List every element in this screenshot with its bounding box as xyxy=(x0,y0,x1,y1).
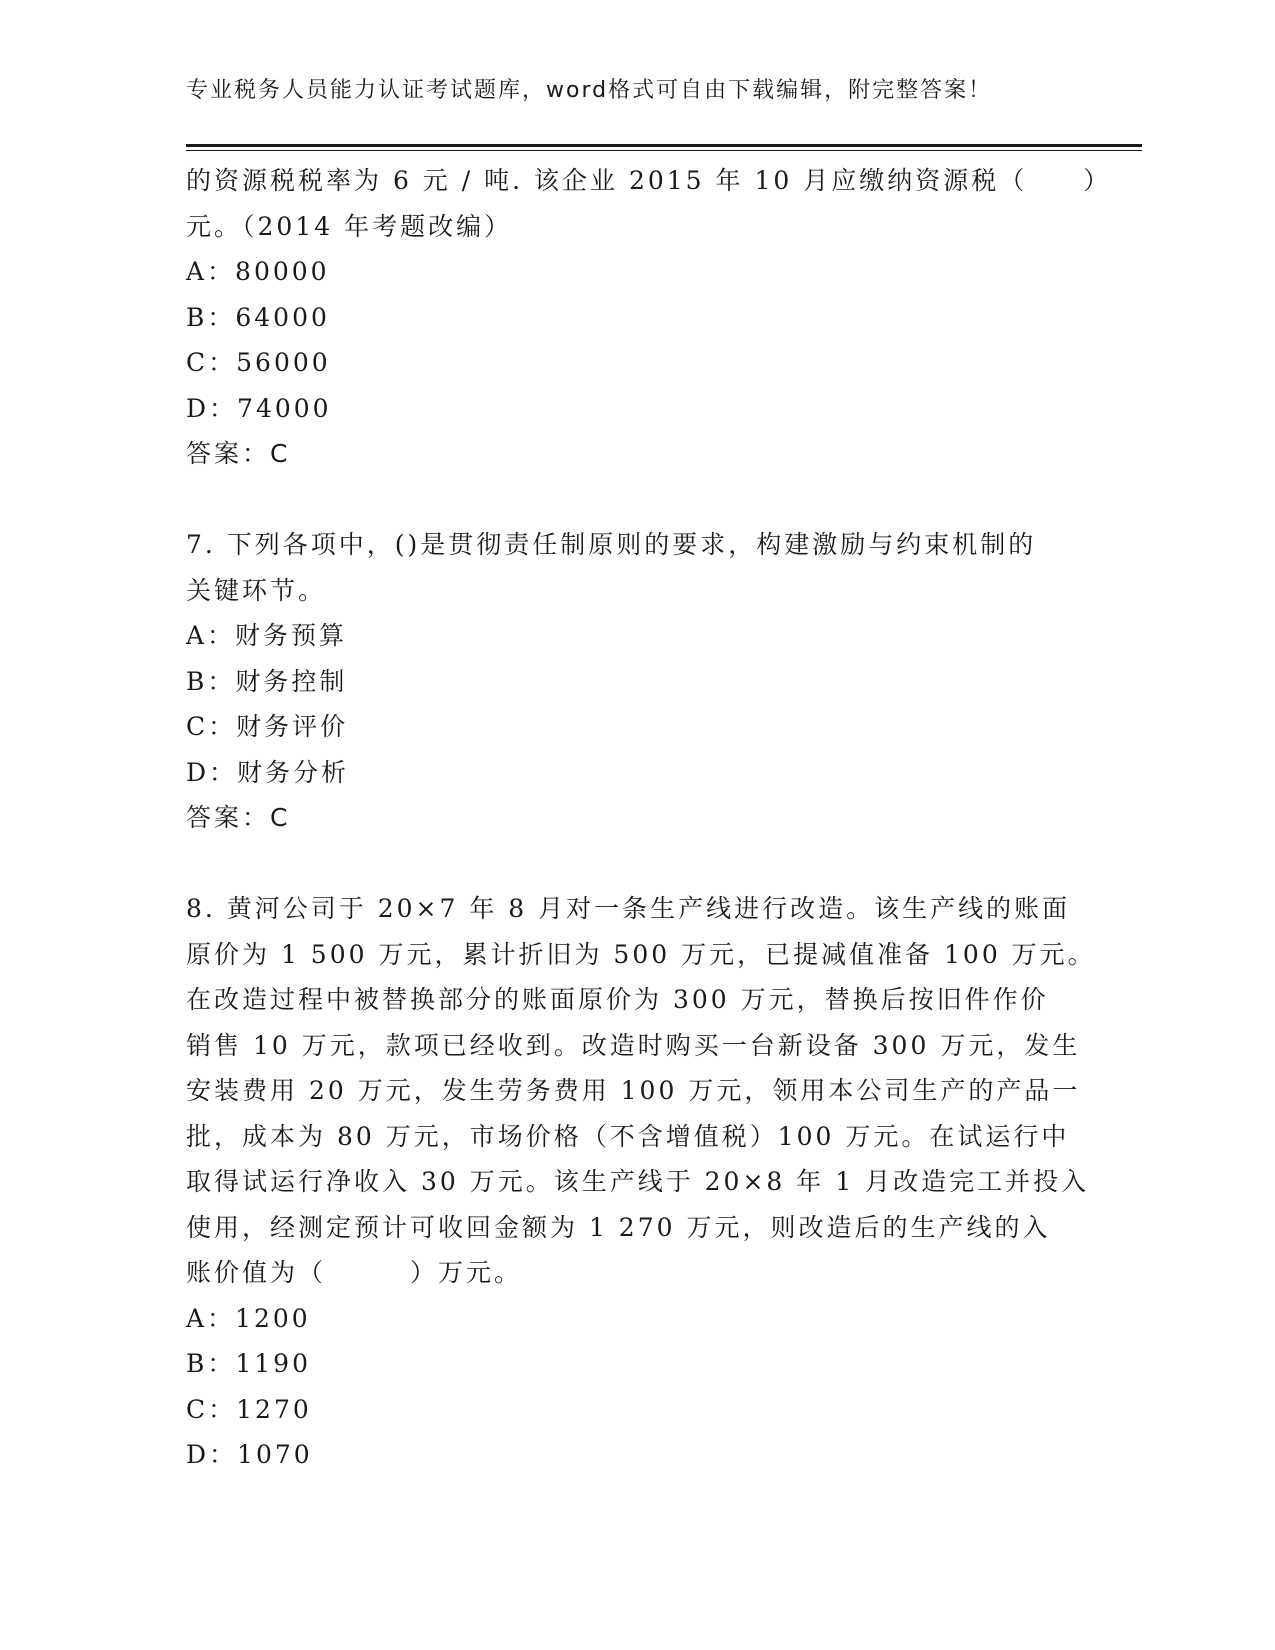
question-6-block xyxy=(186,158,1112,477)
option-b: B：财务控制 xyxy=(186,666,348,696)
option-c: C：1270 xyxy=(186,1394,312,1424)
answer-label: 答案：C xyxy=(186,439,291,468)
question-text-line: 账价值为（ ）万元。 xyxy=(186,1258,523,1287)
option-d: D：财务分析 xyxy=(186,757,350,787)
question-text-line: 销售 10 万元，款项已经收到。改造时购买一台新设备 300 万元，发生 xyxy=(186,1030,1081,1060)
option-b: B：64000 xyxy=(186,302,330,332)
answer-label: 答案：C xyxy=(186,803,291,832)
question-text-line: 安装费用 20 万元，发生劳务费用 100 万元，领用本公司生产的产品一 xyxy=(186,1076,1081,1105)
question-text-line: 8. 黄河公司于 20×7 年 8 月对一条生产线进行改造。该生产线的账面 xyxy=(186,894,1071,923)
header-rule-thick xyxy=(186,144,1142,147)
option-c: C：56000 xyxy=(186,348,331,377)
option-a: A：1200 xyxy=(186,1303,311,1333)
option-a: A：80000 xyxy=(186,257,330,286)
question-8-block xyxy=(186,886,1096,1478)
question-text-line: 元。（2014 年考题改编） xyxy=(186,211,513,241)
question-text-line: 7. 下列各项中，()是贯彻责任制原则的要求，构建激励与约束机制的 xyxy=(186,530,1037,559)
option-c: C：财务评价 xyxy=(186,712,349,741)
question-content xyxy=(186,158,1112,1478)
question-text-line: 取得试运行净收入 30 万元。该生产线于 20×8 年 1 月改造完工并投入 xyxy=(186,1167,1090,1196)
question-text-line: 原价为 1 500 万元，累计折旧为 500 万元，已提减值准备 100 万元。 xyxy=(186,939,1096,969)
header-rule-thin xyxy=(186,150,1142,151)
option-d: D：1070 xyxy=(186,1440,313,1469)
question-text-line: 批，成本为 80 万元，市场价格（不含增值税）100 万元。在试运行中 xyxy=(186,1121,1070,1151)
option-b: B：1190 xyxy=(186,1349,311,1378)
question-text-line: 在改造过程中被替换部分的账面原价为 300 万元，替换后按旧件作价 xyxy=(186,985,1049,1014)
question-text-line: 的资源税税率为 6 元 / 吨. 该企业 2015 年 10 月应缴纳资源税（ ） xyxy=(186,166,1112,195)
spacer xyxy=(186,841,1066,887)
question-text-line: 关键环节。 xyxy=(186,575,327,605)
option-a: A：财务预算 xyxy=(186,621,348,650)
page-header-title: 专业税务人员能力认证考试题库，word格式可自由下载编辑，附完整答案！ xyxy=(186,78,993,103)
question-text-line: 使用，经测定预计可收回金额为 1 270 万元，则改造后的生产线的入 xyxy=(186,1212,1051,1242)
question-7-block xyxy=(186,522,1066,841)
spacer xyxy=(186,477,1066,523)
option-d: D：74000 xyxy=(186,393,332,423)
